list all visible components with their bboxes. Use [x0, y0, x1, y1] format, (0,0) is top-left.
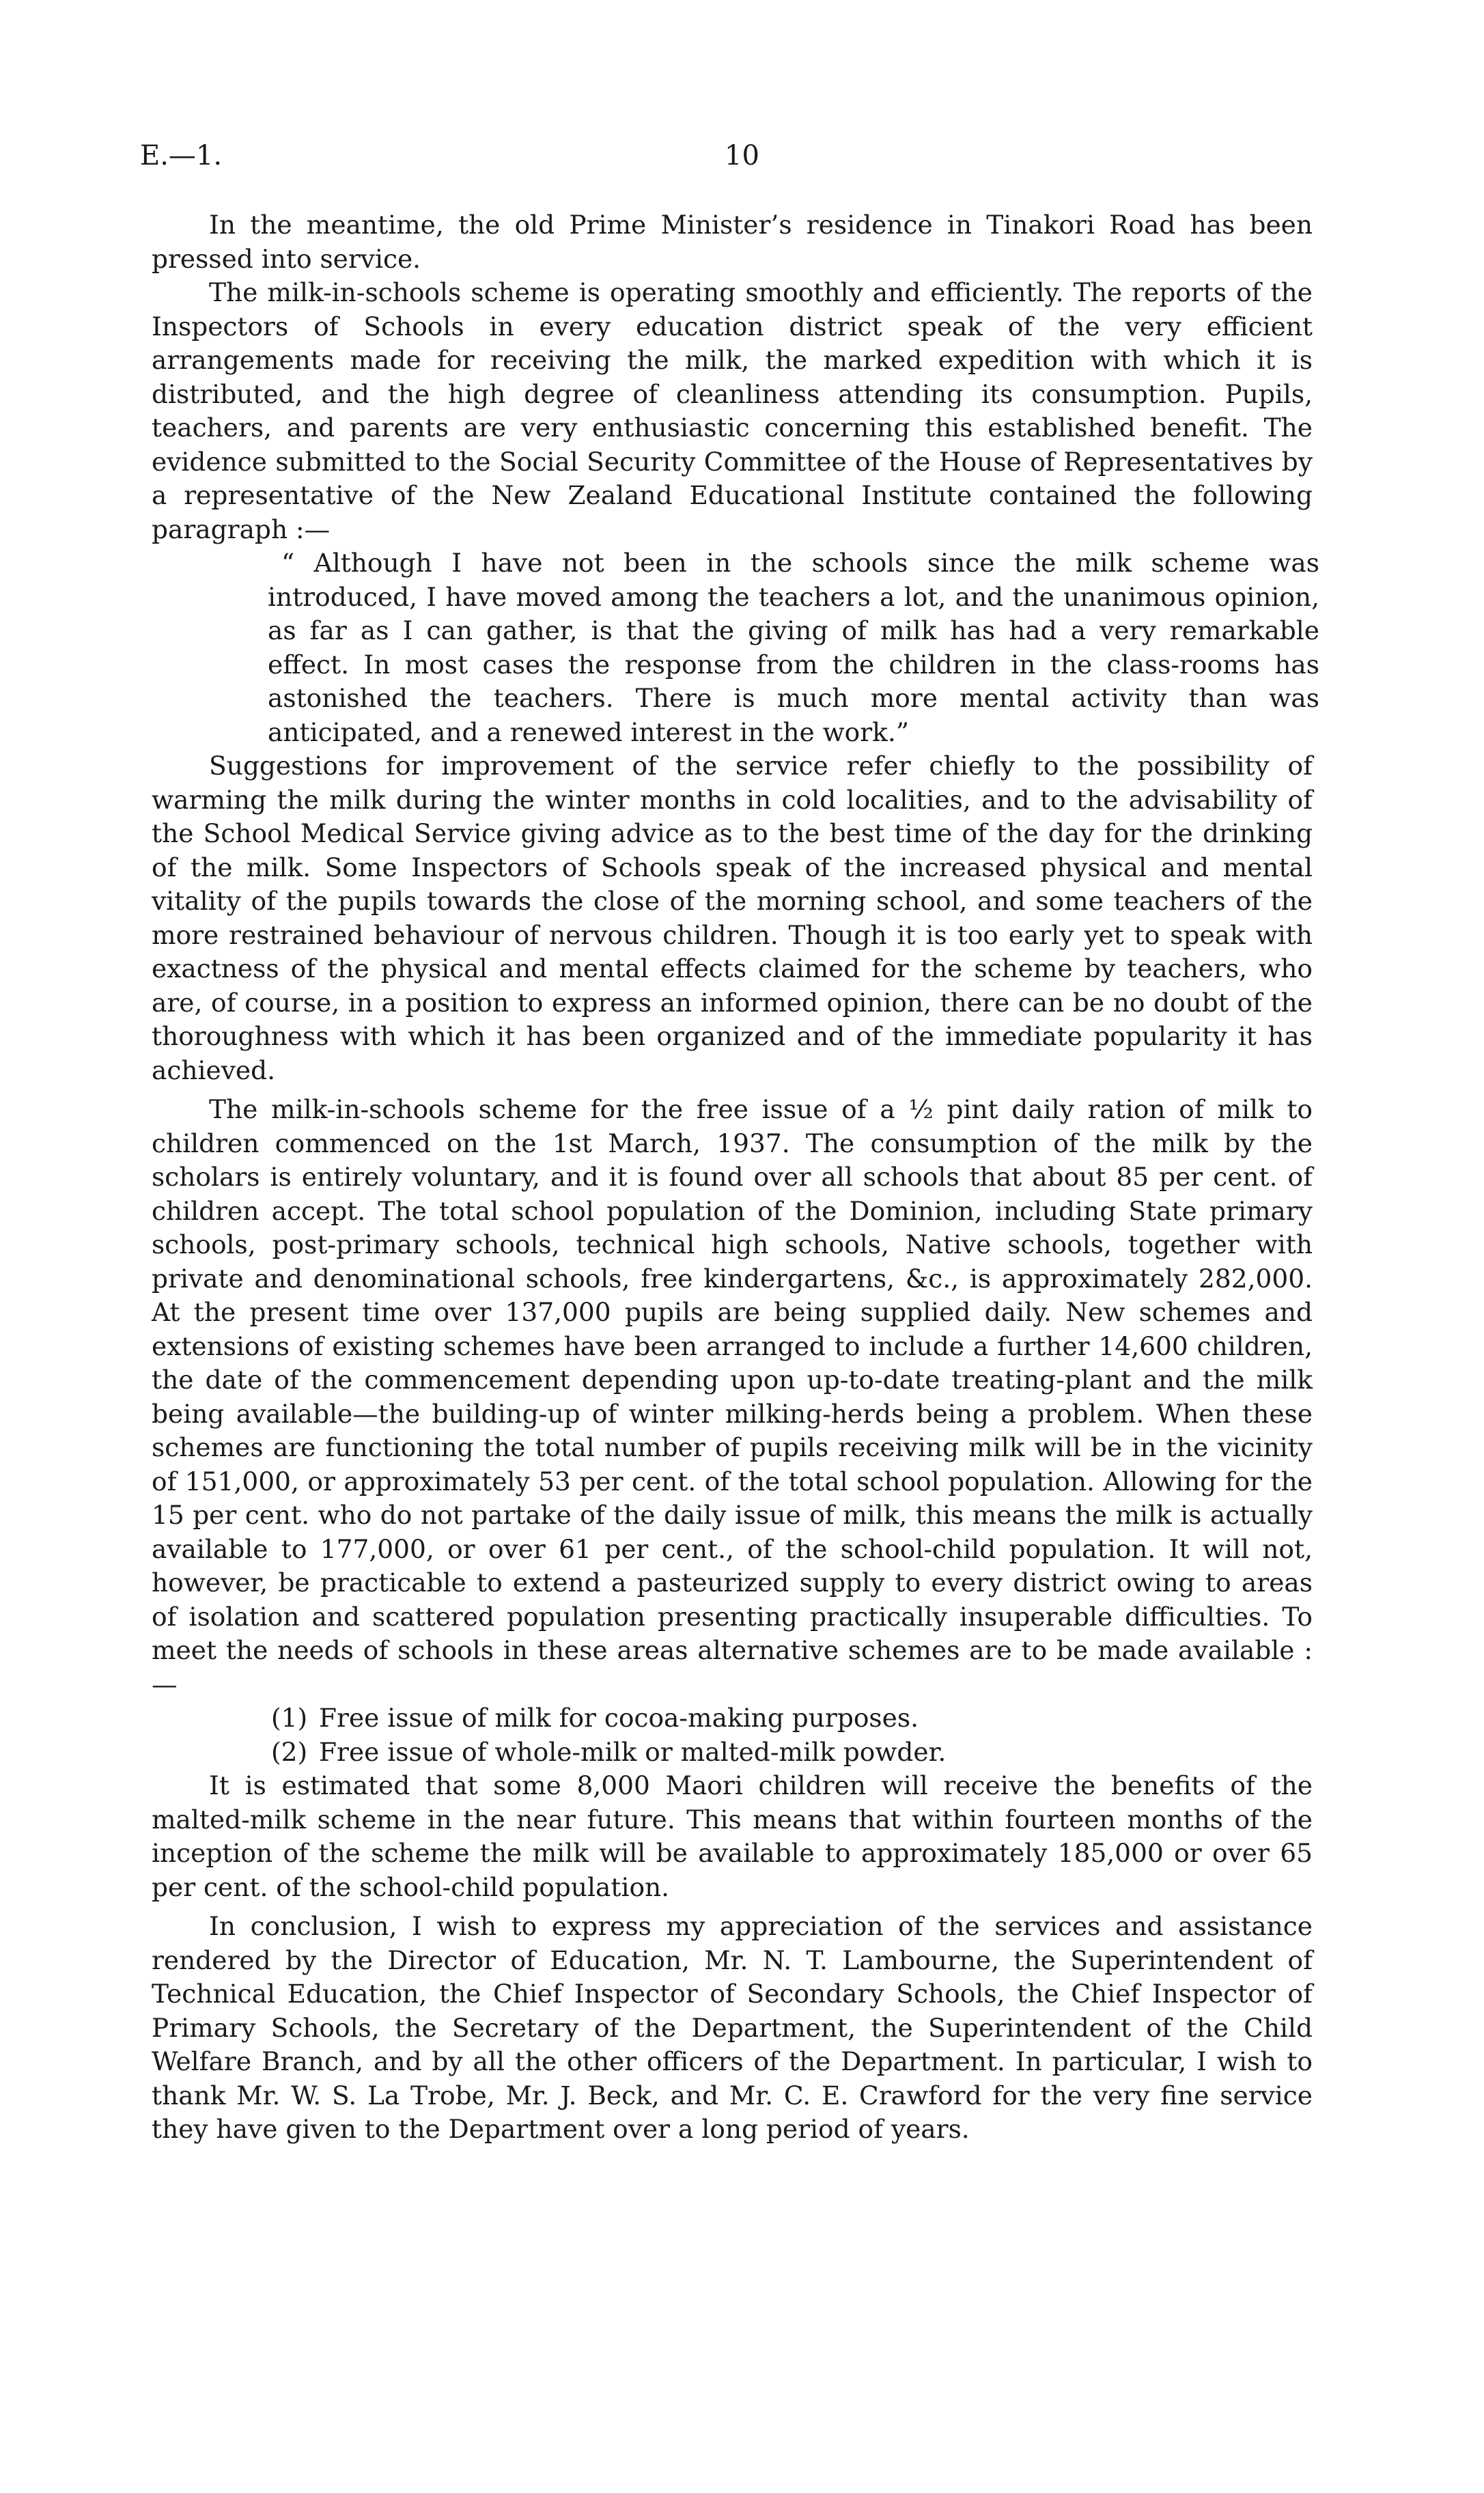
list-item-number: (2) [271, 1736, 308, 1767]
paragraph-improvement-suggestions: Suggestions for improvement of the service refer chiefly to the possibility of warming the milk during the winter months in cold localities, and to the advisability of the School Medical Service giving advice as to the best time of the day for the drinking of the milk. Some Inspectors of Schools speak of the increased physical and mental vitality of the pupils towards the close of the morning school, and some teachers of the more restrained behaviour of nervous children. Though it is too early yet to speak with exactness of the physical and mental effects claimed for the scheme by teachers, who are, of course, in a position to express an informed opinion, there can be no doubt of the thoroughness with which it has been organized and of the immediate popularity it has achieved. [152, 751, 1313, 1085]
quote-text: “ Although I have not been in the schools since the milk scheme was introduced, I have moved among the teachers a lot, and the unanimous opinion, as far as I can gather, is that the giving of milk has had a very remarkable effect. In most cases the response from the children in the class-rooms has astonished the teachers. There is much more mental activity than was anticipated, and a renewed interest in the work.” [268, 548, 1319, 747]
list-item [271, 1736, 1313, 1770]
paragraph-conclusion: In conclusion, I wish to express my appreciation of the services and assistance rendered by the Director of Education, Mr. N. T. Lambourne, the Superintendent of Technical Education, the Chief Inspector of Secondary Schools, the Chief Inspector of Primary Schools, the Secretary of the Department, the Superintendent of the Child Welfare Branch, and by all the other officers of the Department. In particular, I wish to thank Mr. W. S. La Trobe, Mr. J. Beck, and Mr. C. E. Crawford for the very fine service they have given to the Department over a long period of years. [152, 1911, 1313, 2144]
list-item-text: Free issue of whole-milk or malted-milk powder. [319, 1736, 947, 1767]
paragraph-prime-minister-residence: In the meantime, the old Prime Minister’s residence in Tinakori Road has been pressed into service. [152, 210, 1313, 274]
paragraph-scheme-statistics: The milk-in-schools scheme for the free issue of a ½ pint daily ration of milk to children commenced on the 1st March, 1937. The consumption of the milk by the scholars is entirely voluntary, and it is found over all schools that about 85 per cent. of children accept. The total school population of the Dominion, including State primary schools, post-primary schools, technical high schools, Native schools, together with private and denominational schools, free kindergartens, &c., is approximately 282,000. At the present time over 137,000 pupils are being supplied daily. New schemes and extensions of existing schemes have been arranged to include a further 14,600 children, the date of the commencement depending upon up-to-date treating-plant and the milk being available—the building-up of winter milking-herds being a problem. When these schemes are functioning the total number of pupils receiving milk will be in the vicinity of 151,000, or approximately 53 per cent. of the total school population. Allowing for the 15 per cent. who do not partake of the daily issue of milk, this means the milk is actually available to 177,000, or over 61 per cent., of the school-child population. It will not, however, be practicable to extend a pasteurized supply to every district owing to areas of isolation and scattered population presenting practically insuperable difficulties. To meet the needs of schools in these areas alternative schemes are to be made available :— [152, 1094, 1313, 1699]
alternative-schemes-list [271, 1701, 1313, 1769]
paragraph-milk-scheme-operation: The milk-in-schools scheme is operating smoothly and efficiently. The reports of the Inspectors of Schools in every education district speak of the very efficient arrangements made for receiving the milk, the marked expedition with which it is distributed, and the high degree of cleanliness attending its consumption. Pupils, teachers, and parents are very enthusiastic concerning this established benefit. The evidence submitted to the Social Security Committee of the House of Representatives by a representative of the New Zealand Educational Institute contained the following paragraph :— [152, 277, 1313, 544]
page-header [140, 140, 1344, 181]
body-text [152, 208, 1319, 2147]
list-item-number: (1) [271, 1703, 308, 1733]
document-reference: E.—1. [140, 140, 223, 171]
page-number: 10 [725, 140, 759, 171]
paragraph-maori-children: It is estimated that some 8,000 Maori children will receive the benefits of the malted-milk scheme in the near future. This means that within fourteen months of the inception of the scheme the milk will be available to approximately 185,000 or over 65 per cent. of the school-child population. [152, 1770, 1313, 1902]
list-item [271, 1701, 1313, 1736]
quoted-passage [268, 546, 1319, 749]
list-item-text: Free issue of milk for cocoa-making purposes. [319, 1703, 919, 1733]
